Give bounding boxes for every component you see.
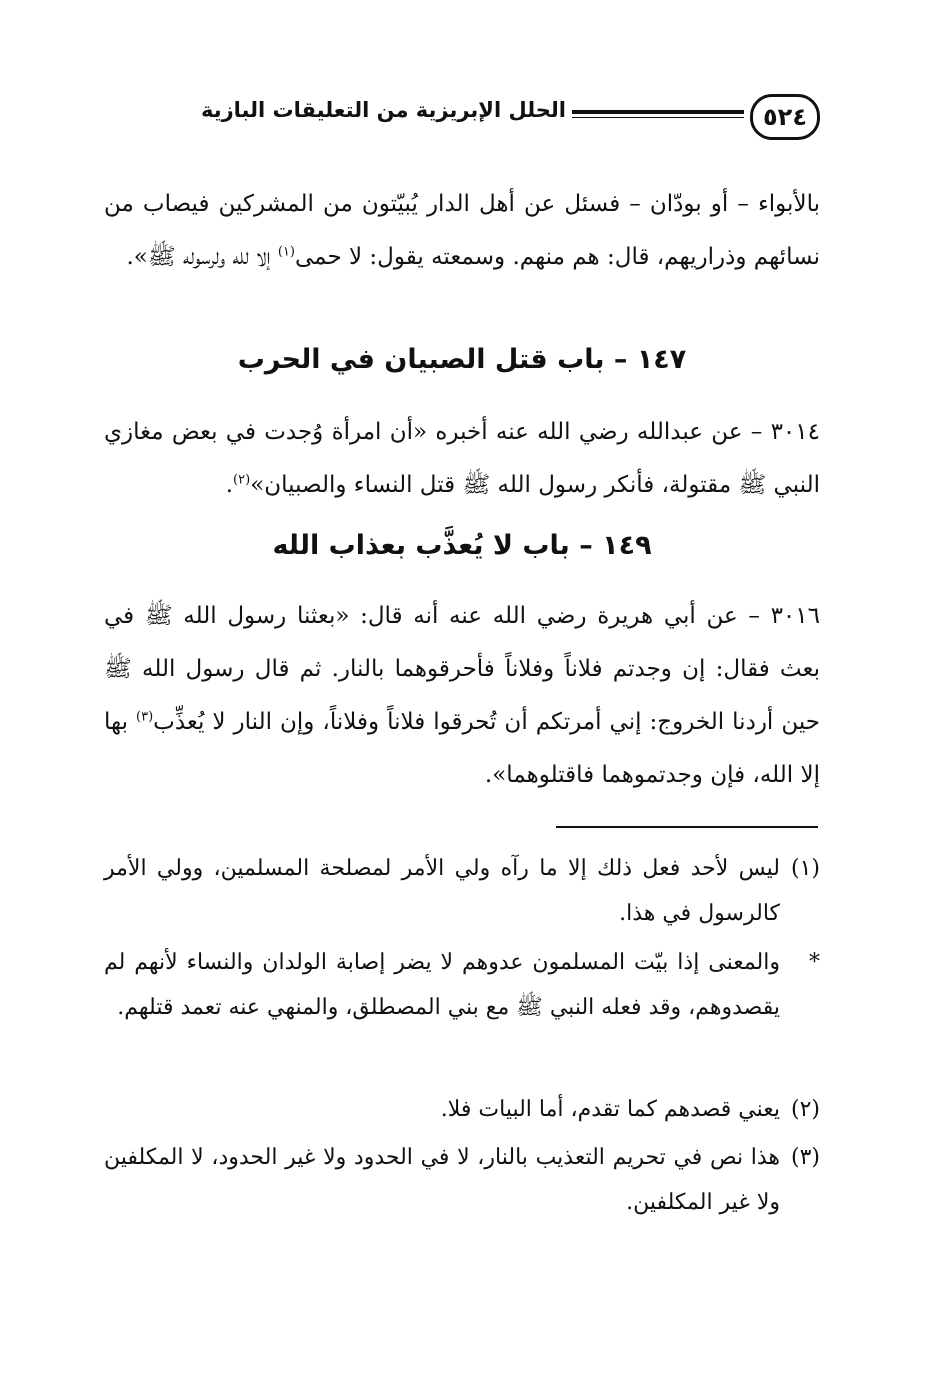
header-rule <box>572 110 744 118</box>
footnote-text: ليس لأحد فعل ذلك إلا ما رآه ولي الأمر لمصلحة المسلمين، وولي الأمر كالرسول في هذا. <box>104 856 780 926</box>
section-heading-149: ١٤٩ – باب لا يُعذَّب بعذاب الله <box>272 530 652 561</box>
footnote-ref-1[interactable]: (١) <box>277 244 295 260</box>
footnote-mark: (٣) <box>790 1145 820 1170</box>
page-header <box>108 92 820 142</box>
footnote-1 <box>104 846 820 936</box>
footnote-2 <box>104 1087 820 1132</box>
footnote-separator <box>556 826 818 828</box>
footnote-3 <box>104 1135 820 1225</box>
footnote-text: والمعنى إذا بيّت المسلمون عدوهم لا يضر إصابة الولدان والنساء لأنهم لم يقصدوهم، وقد فعله النبي ﷺ مع بني المصطلق، والمنهي عنه تعمد قتلهم. <box>104 950 780 1020</box>
running-title: الحلل الإبريزية من التعليقات البازية <box>200 98 566 122</box>
footnote-text: يعني قصدهم كما تقدم، أما البيات فلا. <box>440 1097 780 1122</box>
intro-text-end: إلا لله ولرسوله ﷺ». <box>126 244 278 270</box>
intro-text: بالأبواء – أو بودّان – فسئل عن أهل الدار يُبيّتون من المشركين فيصاب من نسائهم وذراريهم، قال: هم منهم. وسمعته يقول: لا حمى <box>104 191 820 270</box>
hadith-3014-text: ٣٠١٤ – عن عبدالله رضي الله عنه أخبره «أن امرأة وُجدت في بعض مغازي النبي ﷺ مقتولة، فأنكر رسول الله ﷺ قتل النساء والصبيان» <box>104 419 820 498</box>
hadith-3014-end: . <box>225 472 234 498</box>
hadith-3016 <box>104 590 820 802</box>
footnote-note <box>104 940 820 1030</box>
intro-paragraph <box>104 178 820 284</box>
hadith-3014 <box>104 406 820 512</box>
hadith-3016-text: ٣٠١٦ – عن أبي هريرة رضي الله عنه أنه قال: «بعثنا رسول الله ﷺ في بعث فقال: إن وجدتم فلاناً وفلاناً فأحرقوهما بالنار. ثم قال رسول الله ﷺ حين أردنا الخروج: إني أمرتكم أن تُحرقوا فلاناً وفلاناً، وإن النار لا يُعذِّب <box>104 603 820 735</box>
hadith-3016-end: بها إلا الله، فإن وجدتموهما فاقتلوهما». <box>104 709 820 788</box>
footnote-mark: (٢) <box>790 1097 820 1122</box>
footnote-text: هذا نص في تحريم التعذيب بالنار، لا في الحدود ولا غير الحدود، لا المكلفين ولا غير المكلفين. <box>104 1145 780 1215</box>
section-heading-147: ١٤٧ – باب قتل الصبيان في الحرب <box>237 344 687 375</box>
footnote-mark: (١) <box>790 856 820 881</box>
footnote-ref-2[interactable]: (٢) <box>233 472 251 488</box>
page-number: ٥٢٤ <box>750 94 820 140</box>
footnote-mark: * <box>809 950 820 975</box>
footnote-ref-3[interactable]: (٣) <box>136 709 154 725</box>
